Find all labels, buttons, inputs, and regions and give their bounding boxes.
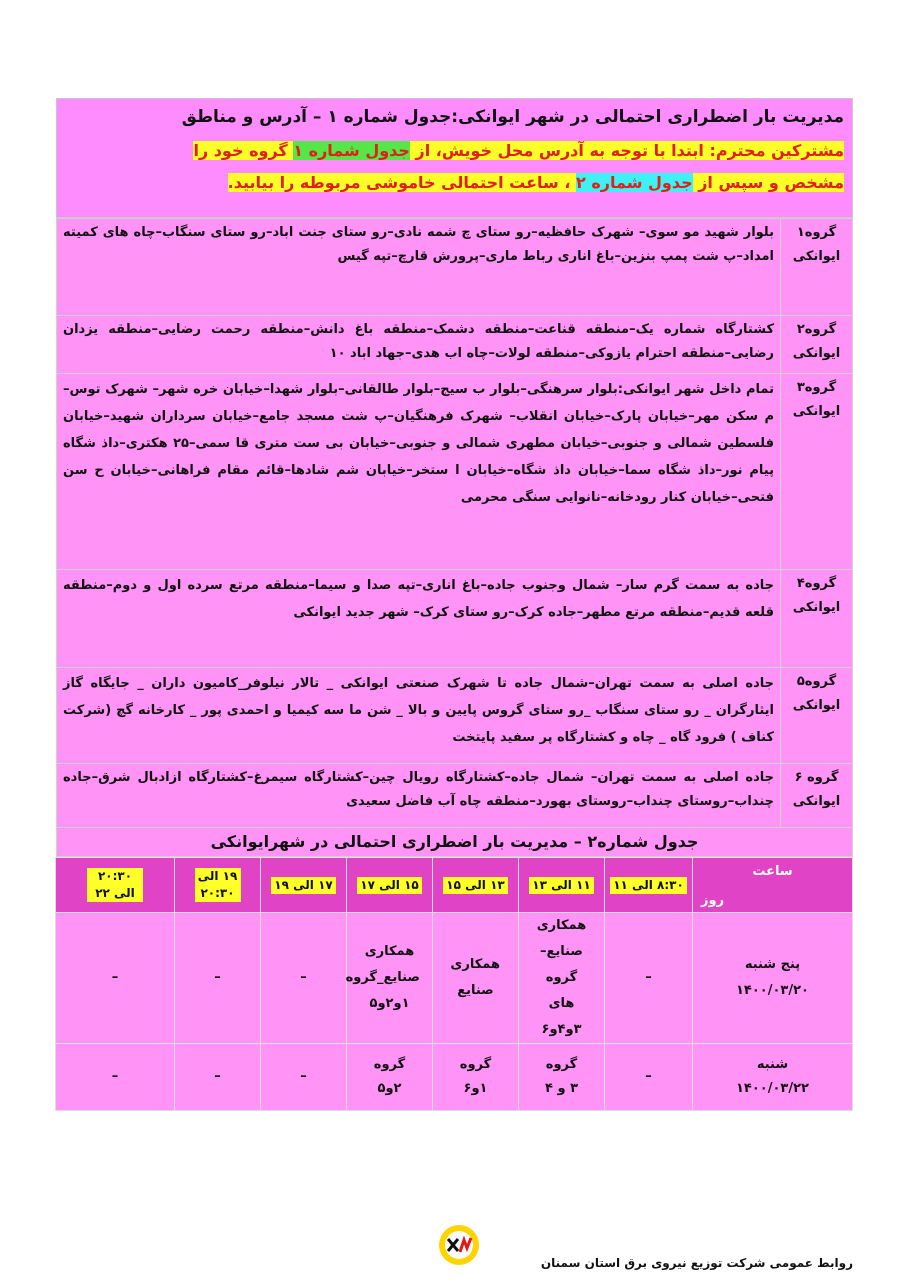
schedule-cell: – [175,1044,261,1111]
group-cell [781,764,853,828]
corner-hour-label: ساعت [752,864,793,879]
table-row [57,668,853,764]
address-cell: جاده به سمت گرم سار– شمال وجنوب جاده–باغ اناری–تپه صدا و سیما–منطقه مرتع سرده اول و دوم–منطقه قلعه قدیم–منطقه مرتع مطهر–جاده کرک–رو ستای کرک– شهر جدید ایوانکی [57,570,781,668]
day-cell [693,1044,853,1111]
schedule-cell: – [56,1044,175,1111]
group-label: گروه۵ [796,674,837,689]
slot-header [433,858,519,913]
schedule-cell: گروه ۳ و ۴ [519,1044,605,1111]
table-1-areas [56,218,853,828]
corner-header [693,858,853,913]
slot-label: ۱۹ الی ۲۰:۳۰ [195,868,241,902]
table-row [57,570,853,668]
page-title: مدیریت بار اضطراری احتمالی در شهر ایوانکی:جدول شماره ۱ – آدرس و مناطق [181,107,844,127]
slot-header [175,858,261,913]
group-label: گروه۲ [796,322,837,337]
day-date: ۱۴۰۰/۰۳/۲۲ [736,1081,809,1096]
table-header-row [56,858,853,913]
table-row [56,1044,853,1111]
group-cell [781,668,853,764]
schedule-cell: – [261,1044,347,1111]
notice-part-7: ، ساعت احتمالی خاموشی مربوطه را بیابید. [227,173,576,192]
group-label: گروه۳ [796,380,837,395]
address-cell: کشتارگاه شماره یک–منطقه قناعت–منطقه دشمک–منطقه باغ دانش–منطقه رحمت رضایی–منطقه یزدان رضایی–منطقه احترام یازوکی–منطقه لولات–چاه اب هدی–جهاد اباد ۱۰ [57,316,781,374]
day-name: پنج شنبه [744,957,801,972]
schedule-cell: – [605,1044,693,1111]
group-city: ایوانکی [792,600,841,615]
group-cell [781,316,853,374]
slot-header [347,858,433,913]
slot-label: ۸:۳۰ الی ۱۱ [610,877,687,894]
schedule-cell: گروه ۲و۵ [347,1044,433,1111]
footer-credit: روابط عمومی شرکت توزیع نیروی برق استان سمنان [540,1256,853,1270]
notice-part-1: مشترکین محترم: [703,141,844,160]
schedule-cell: همکاری صنایع [433,913,519,1044]
notice-part-2: ابتدا با توجه به آدرس محل خویش، از [409,141,704,160]
corner-day-label: روز [701,893,725,908]
notice-line-1 [65,135,844,167]
slot-label: ۱۱ الی ۱۳ [529,877,593,894]
group-cell [781,570,853,668]
table-row [57,764,853,828]
slot-header [261,858,347,913]
day-name: شنبه [756,1057,789,1072]
slot-label: ۱۳ الی ۱۵ [443,877,507,894]
group-label: گروه۴ [796,576,837,591]
table-row [57,374,853,570]
address-cell: جاده اصلی به سمت تهران– شمال جاده–کشتارگاه رویال چین–کشتارگاه سیمرغ–کشتارگاه ازادبال شرق–جاده چنداب–روستای چنداب–روستای بهورد–منطقه چاه آب فاضل سعیدی [57,764,781,828]
group-city: ایوانکی [792,346,841,361]
group-label: گروه ۶ [794,770,839,785]
address-cell: جاده اصلی به سمت تهران–شمال جاده تا شهرک صنعتی ایوانکی _ تالار نیلوفر_کامیون داران _ جایگاه گاز ایثارگران _ رو ستای سنگاب _رو ستای گروس پایین و بالا _ شن ما سه کیمیا و احمدی پور _ کارخانه گچ (شرکت کناف ) فرود گاه _ چاه و کشتارگاه پر سفید پایتخت [57,668,781,764]
table-row [56,913,853,1044]
group-cell [781,374,853,570]
notice-part-3: جدول شماره ۱ [293,141,410,160]
header-block [56,98,853,218]
group-city: ایوانکی [792,249,841,264]
notice-line-2 [65,167,844,199]
slot-header [519,858,605,913]
slot-label: ۲۰:۳۰ الی ۲۲ [87,868,143,902]
day-cell [693,913,853,1044]
group-city: ایوانکی [792,794,841,809]
day-date: ۱۴۰۰/۰۳/۲۰ [736,983,809,998]
table-row [57,219,853,316]
table-2-title: جدول شماره۲ – مدیریت بار اضطراری احتمالی در شهرایوانکی [56,828,853,857]
schedule-cell: همکاری صنایع– گروه های ۳و۴و۶ [519,913,605,1044]
notice-part-6: جدول شماره ۲ [576,173,693,192]
group-city: ایوانکی [792,404,841,419]
announcement-sheet [56,98,853,1111]
schedule-cell: – [56,913,175,1044]
group-label: گروه۱ [796,225,837,240]
schedule-cell: – [175,913,261,1044]
address-cell: بلوار شهید مو سوی– شهرک حافظیه–رو ستای چ شمه نادی–رو ستای جنت اباد–رو ستای سنگاب–چاه های کمیته امداد–پ شت پمپ بنزین–باغ اناری رباط ماری–پرورش قارچ–تپه گیس [57,219,781,316]
notice-part-4: گروه خود را [193,141,294,160]
slot-label: ۱۵ الی ۱۷ [357,877,421,894]
slot-header [56,858,175,913]
schedule-cell: همکاری صنایع_گروه ۱و۲و۵ [347,913,433,1044]
table-row [57,316,853,374]
group-city: ایوانکی [792,698,841,713]
address-cell: تمام داخل شهر ایوانکی:بلوار سرهنگی–بلوار ب سیج–بلوار طالقانی–بلوار شهدا–خیابان خره شهر– شهرک توس–م سکن مهر–خیابان پارک–خیابان انقلاب– شهرک فرهنگیان–پ شت مسجد جامع–خیابان سرداران شهید–خیابان فلسطین شمالی و جنوبی–خیابان مطهری شمالی و جنوبی–خیابان بی ست متری قا سمی–۲۵ هکتری–داذ شگاه پیام نور–داذ شگاه سما–خیابان داذ شگاه–خیابان ا ستخر–خیابان شم شادها–قائم مقام فراهانی–خیابان ح سن فتحی–خیابان کنار رودخانه–نانوایی سنگی محرمی [57,374,781,570]
schedule-cell: گروه ۱و۶ [433,1044,519,1111]
schedule-cell: – [605,913,693,1044]
slot-label: ۱۷ الی ۱۹ [271,877,335,894]
slot-header [605,858,693,913]
table-2-schedule [55,857,853,1111]
schedule-cell: – [261,913,347,1044]
group-cell [781,219,853,316]
notice-part-5: مشخص و سپس از [692,173,844,192]
